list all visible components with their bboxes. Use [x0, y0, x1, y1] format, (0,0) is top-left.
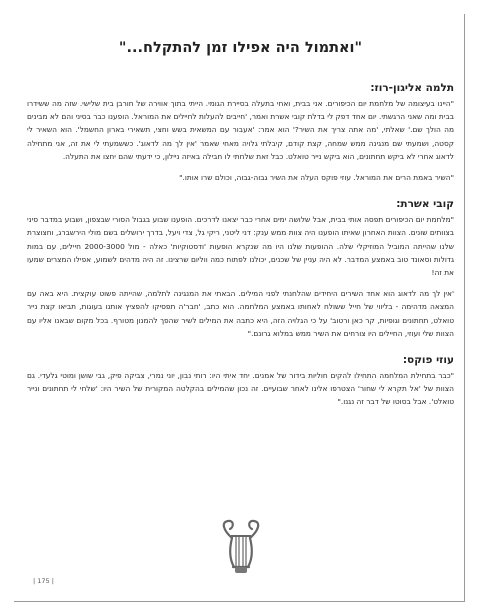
section-kobi: [27, 198, 454, 340]
page-title: "ואתמול היה אפילו זמן להתקלח...": [118, 40, 363, 56]
paragraph: "מלחמת יום הכיפורים תפסה אותי בבית, אבל שלושה ימים אחרי כבר יצאנו לדרכים. הופענו שבוע בגבול הסורי שבצפון, ושבוע במדבר סיני בצוותים שונים. הצוות האחרון שאיתו הופענו היה צוות ממש ענק: דני ליטני, ריקי גל, צדי ויעל, בדרך ירושלים בשם מולי הירשברג, וחצוצרת שלנו שהייתה המוביל המוזיקלי שלה. ההופעות שלנו היו מה שנקרא הופעות 'ודסטוקיות' כאלה - מול 2000-3000 חיילים, עם במות גדולות וסאונד טוב באמצע המדבר. לא היה עניין של שכנים, יכולנו לפתוח כמה ווליום שרצינו. זה היה מדהים לשמוע, אפילו המצרים שמעו את זה!: [27, 215, 455, 278]
section-heading: עוזי פוקס:: [402, 354, 454, 367]
article: [27, 40, 454, 412]
paragraph: 'אין לך מה לדאוג הוא אחד השירים היחידים שהלחנתי לפני המילים. הבאתי את המנגינה לתלמה, שהייתה פשוט עוקצית. היא באה עם המצאה מדהימה - בליווי של חייל ששולח לאחותו באמצע המלחמה. הוא כתב, 'חבר'ה תפסיקו להפציץ אותנו בעוגות, תביאו קצת נייר טואלט, תחתונים וגופיות, קר כאן ורטוב' על כי הגלויה הזה, היא כתבה את המילים לשיר שהפך להמנון מטורף. בכל מקום שבאנו אליו עם הצוות שלי ועוזי, החיילים היו צורחים את השיר ממש במלוא גרונם.": [27, 289, 454, 338]
page-number: | 175 |: [33, 577, 54, 585]
section-talma: [27, 82, 454, 184]
section-heading: קובי אשרת:: [396, 198, 454, 211]
paragraph: "היינו בעיצומה של מלחמת יום הכיפורים. אני בבית, ואחי בתעלה בסיירת הגומי. הייתי בתוך אווירה של חורבן בית שלישי. שזה מה ששידרו בבית ומה שאני הרגשתי. יום אחד דפק לי בדלת קובי אשרת ואמר, 'חייבים להעלות לחיילים את המוראל. הופענו כבר בסיני והם לא מבינים מה הולך שם.' שאלתי, 'מה אתה צריך את השיר?' הוא אמר: 'אעבור עם המשאית בשש וחצי, תשאירי בארון החשמל'. הוא השאיר לי קסטה, ושמעתי שם מנגינה ממש שמחה, קצת קודם, קיבלתי גלויה מאחי שאמר 'אין לך מה לדאוג'. כששמעתי לי את זה, אני מתחילה לדאוג אחרי לא ביקש תחתונים, הוא ביקש נייר טואלט. כבל זאת שלחתי לו חבילה באיזה ניילון, כי ידעתי שהם יחצו את התעלה.: [27, 99, 454, 161]
section-heading: תלמה אליגון-רוז:: [370, 82, 454, 94]
paragraph: "השיר באמת הרים את המוראל. עוזי פוקס העלה את השיר גבוה-גבוה, וכולם שרו אותו.": [179, 173, 454, 183]
paragraph: "כבר בתחילת המלחמה התחילו להקים חוליות בידור של אמנים. יחד איתי היו: רותי נבון, יוני נמרי, צביקה פיק, גבי שושן ומוטי גלעדי. גם הצוות של 'אל תקרא לי שחור' הצטרפו אלינו לאחר שבועיים. זה נכון שהמילים בהקלטה המקורית של השיר היו: 'שלחי לי תחתונים ונייר טואלט'. אבל בסוטו של דבר זה נגנו.": [27, 371, 454, 407]
lyre-icon: [215, 518, 267, 580]
section-uzi: [27, 354, 454, 409]
